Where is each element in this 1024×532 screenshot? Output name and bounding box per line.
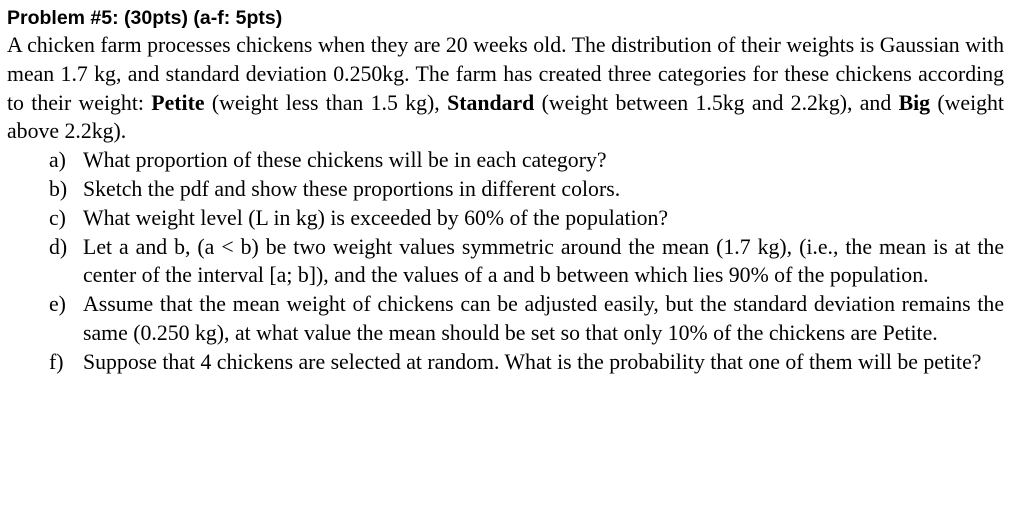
question-text: Suppose that 4 chickens are selected at random. What is the probability that one of them will be petite? <box>83 349 982 374</box>
category-big: Big <box>898 90 931 115</box>
question-b <box>7 175 1004 204</box>
question-text: What proportion of these chickens will be in each category? <box>83 148 607 173</box>
question-text: Sketch the pdf and show these proportions in different colors. <box>83 176 621 201</box>
question-label: a) <box>49 148 66 173</box>
question-d <box>7 233 1004 291</box>
category-standard: Standard <box>447 90 535 115</box>
question-label: f) <box>49 349 64 374</box>
question-text: Let a and b, (a < b) be two weight values symmetric around the mean (1.7 kg), (i.e., the mean is at the center of the interval [a; b]), and the values of a and b between which lies 90% of the population. <box>83 234 1004 288</box>
question-c <box>7 204 1004 233</box>
question-list-continued <box>7 290 1004 376</box>
question-f <box>7 348 1004 377</box>
question-e <box>7 290 1004 348</box>
question-list <box>7 146 1004 290</box>
question-label: c) <box>49 205 66 230</box>
problem-statement <box>7 31 1004 146</box>
problem-heading: Problem #5: (30pts) (a-f: 5pts) <box>7 7 283 29</box>
statement-text: (weight above 2.2kg). <box>7 90 1004 144</box>
statement-text: (weight between 1.5kg and 2.2kg), and <box>534 90 899 115</box>
category-petite: Petite <box>151 90 205 115</box>
question-text: What weight level (L in kg) is exceeded by 60% of the population? <box>83 205 669 230</box>
statement-text: (weight less than 1.5 kg), <box>204 90 448 115</box>
question-label: d) <box>49 234 68 259</box>
question-label: b) <box>49 176 68 201</box>
question-text: Assume that the mean weight of chickens can be adjusted easily, but the standard deviation remains the same (0.250 kg), at what value the mean should be set so that only 10% of the chickens are Petite. <box>83 292 1004 345</box>
question-label: e) <box>49 292 66 317</box>
statement-text: A chicken farm processes chickens when they are 20 weeks old. The distribution of their weights is Gaussian with mean 1.7 kg, and standard deviation 0.250kg. The farm has created three categories for these chickens according to their weight: <box>7 33 1004 115</box>
question-a <box>7 146 1004 175</box>
